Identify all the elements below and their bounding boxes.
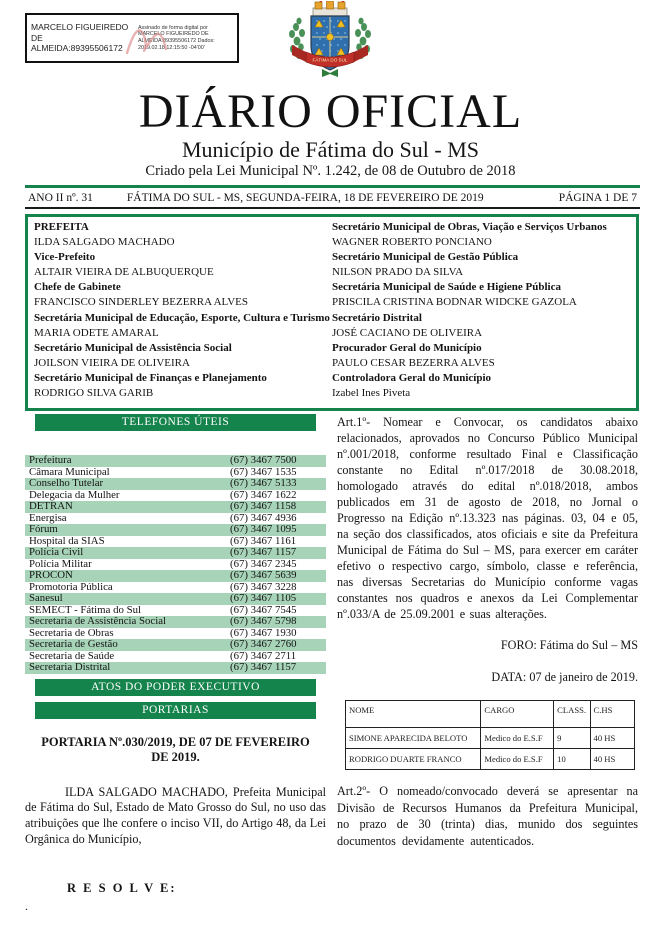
municipal-crest-icon: [286, 1, 374, 85]
official-name: RODRIGO SILVA GARIB: [34, 387, 154, 400]
dark-divider: [25, 207, 640, 209]
official-name: JOILSON VIEIRA DE OLIVEIRA: [34, 356, 190, 369]
date-line: DATA: 07 de janeiro de 2019.: [491, 670, 638, 684]
official-name: Izabel Ines Piveta: [332, 387, 411, 400]
nominee-class: 9: [554, 728, 590, 749]
gazette-subtitle: Município de Fátima do Sul - MS: [182, 137, 479, 162]
phone-label: Secretaria de Obras: [29, 626, 114, 639]
official-role: Secretária Municipal de Educação, Esporte, Cultura e Turismo: [34, 311, 330, 324]
phone-number: (67) 3467 1930: [230, 626, 297, 639]
nominee-chs: 40 HS: [590, 749, 634, 770]
official-entry: [34, 220, 332, 250]
phone-number: (67) 3467 1622: [230, 488, 297, 501]
phone-number: (67) 3467 1158: [230, 500, 297, 512]
col-header-chs: C.HS: [590, 701, 634, 728]
crest-ribbon-text: FÁTIMA DO SUL: [312, 57, 348, 63]
nominee-cargo: Medico do E.S.F: [481, 749, 554, 770]
portaria-intro: ILDA SALGADO MACHADO, Prefeita Municipal de Fátima do Sul, Estado de Mato Grosso do Sul, no uso das atribuições que lhe confere o inciso VII, do Artigo 48, da Lei Orgânica do Município,: [25, 784, 326, 846]
phone-number: (67) 3467 1161: [230, 534, 297, 547]
left-column: [25, 414, 326, 914]
phone-number: (67) 3467 1157: [230, 546, 297, 558]
official-entry: [332, 341, 630, 371]
phone-label: Secretaria de Saúde: [29, 649, 115, 662]
phone-label: Sanesul: [29, 592, 63, 604]
official-entry: [332, 220, 630, 250]
phone-label: Secretaria de Assistência Social: [29, 615, 167, 627]
phone-number: (67) 3467 1095: [230, 523, 297, 535]
phone-number: (67) 3467 3228: [230, 580, 297, 593]
nominee-chs: 40 HS: [590, 728, 634, 749]
edition-info-bar: [25, 189, 640, 206]
official-name: ILDA SALGADO MACHADO: [34, 236, 175, 249]
phone-row: [25, 478, 326, 490]
col-header-nome: NOME: [346, 701, 481, 728]
col-header-class: CLASS.: [554, 701, 590, 728]
officials-box: [25, 214, 639, 411]
official-entry: [332, 371, 630, 401]
official-name: WAGNER ROBERTO PONCIANO: [332, 236, 492, 249]
phone-label: Prefeitura: [29, 454, 72, 466]
official-role: Controladora Geral do Município: [332, 371, 491, 384]
phone-label: Secretaria Distrital: [29, 661, 111, 673]
official-name: PAULO CESAR BEZERRA ALVES: [332, 356, 495, 369]
digital-signature-box: [25, 13, 239, 63]
official-role: Secretário Distrital: [332, 311, 422, 324]
phone-label: Câmara Municipal: [29, 465, 110, 478]
phone-row: [25, 524, 326, 536]
official-role: Secretário Municipal de Assistência Social: [34, 341, 232, 354]
official-entry: [34, 250, 332, 280]
official-name: PRISCILA CRISTINA BODNAR WIDCKE GAZOLA: [332, 296, 577, 309]
officials-left-column: [34, 220, 332, 405]
official-name: NILSON PRADO DA SILVA: [332, 266, 464, 279]
phone-number: (67) 3467 1535: [230, 465, 297, 478]
nominee-name: RODRIGO DUARTE FRANCO: [346, 749, 481, 770]
phone-label: DETRAN: [29, 500, 73, 512]
phone-row: [25, 639, 326, 651]
portarias-section-header: PORTARIAS: [35, 702, 316, 719]
phone-number: (67) 3467 1157: [230, 661, 297, 673]
phone-number: (67) 3467 7545: [230, 603, 297, 616]
stray-dot: .: [25, 898, 28, 913]
right-column: [337, 414, 638, 849]
nominee-name: SIMONE APARECIDA BELOTO: [346, 728, 481, 749]
phone-label: SEMECT - Fátima do Sul: [29, 603, 141, 616]
article-1-text: Art.1º- Nomear e Convocar, os candidatos abaixo relacionados, aprovados no Concurso Público Municipal nº.001/2018, conforme resultado Final e Classificação constante no Edital nº.017/2018 de 30.08.2018, homologado através do edital nº.018/2018, ambos publicados em 31 de agosto de 2018, no Jornal o Progresso na Edição nº.13.323 nas páginas. 03, 04 e 05, na seção dos classificados, atos oficiais e site da Prefeitura Municipal de Fátima do Sul – MS, para exercer em caráter efetivo o respectivo cargo, símbolo, classe e referência, nas diversas Secretarias do Município conforme vagas constantes nos quadros e anexos da Lei Complementar nº.033/A de 25.09.2001 e suas alterações.: [337, 415, 638, 621]
phone-label: PROCON: [29, 569, 73, 581]
nominees-table: [345, 700, 635, 770]
official-role: PREFEITA: [34, 221, 89, 233]
nominee-class: 10: [554, 749, 590, 770]
phone-row: [25, 570, 326, 582]
official-role: Procurador Geral do Município: [332, 341, 482, 354]
green-divider: [25, 185, 640, 188]
phone-number: (67) 3467 2711: [230, 649, 297, 662]
phone-table: [25, 455, 326, 674]
official-role: Secretário Municipal de Obras, Viação e Serviços Urbanos: [332, 221, 607, 233]
official-name: ALTAIR VIEIRA DE ALBUQUERQUE: [34, 266, 214, 279]
crest-crown: [313, 1, 347, 16]
official-name: JOSÉ CACIANO DE OLIVEIRA: [332, 326, 483, 339]
phone-label: Promotoria Pública: [29, 580, 113, 593]
phone-label: Energisa: [29, 511, 67, 524]
atos-section-header: ATOS DO PODER EXECUTIVO: [35, 679, 316, 696]
phones-section-header: TELEFONES ÚTEIS: [35, 414, 316, 431]
officials-right-column: [332, 220, 630, 405]
signature-details: Assinado de forma digital por MARCELO FIGUEIREDO DE ALMEIDA:89395506172 Dados: 2019.02.18 12:15:50 -04'00': [137, 24, 215, 51]
official-name: MARIA ODETE AMARAL: [34, 326, 159, 339]
article-2-text: Art.2º- O nomeado/convocado deverá se apresentar na Divisão de Recursos Humanos da Prefeitura Municipal, no prazo de 30 (trinta) dias, munido dos seguintes documentos devidamente autenticados.: [337, 784, 638, 848]
official-entry: [34, 341, 332, 371]
portaria-title: PORTARIA Nº.030/2019, DE 07 DE FEVEREIRO DE 2019.: [41, 734, 310, 764]
phone-row: [25, 662, 326, 674]
phone-row: [25, 547, 326, 559]
phone-row: [25, 593, 326, 605]
nominee-row: [346, 749, 635, 770]
official-name: FRANCISCO SINDERLEY BEZERRA ALVES: [34, 296, 249, 309]
official-role: Secretária Municipal de Saúde e Higiene Pública: [332, 281, 561, 294]
resolve-label: R E S O L V E:: [67, 880, 177, 895]
official-role: Chefe de Gabinete: [34, 281, 121, 294]
phone-number: (67) 3467 5133: [230, 477, 297, 489]
page-indicator: PÁGINA 1 DE 7: [558, 191, 637, 204]
edition-number: ANO II nº. 31: [28, 191, 93, 204]
official-entry: [34, 280, 332, 310]
official-role: Secretário Municipal de Finanças e Planejamento: [34, 371, 267, 384]
phone-label: Hospital da SIAS: [29, 534, 105, 547]
official-entry: [34, 371, 332, 401]
phone-label: Secretaria de Gestão: [29, 638, 118, 650]
nominee-cargo: Medico do E.S.F: [481, 728, 554, 749]
gazette-title: DIÁRIO OFICIAL: [138, 85, 523, 138]
phone-label: Polícia Civil: [29, 546, 84, 558]
phone-label: Fórum: [29, 523, 58, 535]
official-role: Vice-Prefeito: [34, 251, 96, 264]
phone-number: (67) 3467 2760: [230, 638, 297, 650]
nominee-row: [346, 728, 635, 749]
official-role: Secretário Municipal de Gestão Pública: [332, 251, 519, 264]
phone-number: (67) 3467 2345: [230, 557, 297, 570]
phone-label: Conselho Tutelar: [29, 477, 104, 489]
gazette-creation-law: Criado pela Lei Municipal Nº. 1.242, de 08 de Outubro de 2018: [145, 163, 516, 179]
phone-label: Polícia Militar: [29, 557, 92, 570]
signature-scribble-icon: [119, 19, 175, 61]
edition-date: FÁTIMA DO SUL - MS, SEGUNDA-FEIRA, 18 DE FEVEREIRO DE 2019: [126, 191, 484, 204]
phone-number: (67) 3467 4936: [230, 511, 297, 524]
phone-number: (67) 3467 1105: [230, 592, 297, 604]
phone-row: [25, 455, 326, 467]
foro-line: FORO: Fátima do Sul – MS: [500, 638, 638, 652]
official-entry: [34, 311, 332, 341]
nominees-header-row: [346, 701, 635, 728]
phone-row: [25, 616, 326, 628]
official-entry: [332, 311, 630, 341]
phone-label: Delegacia da Mulher: [29, 488, 120, 501]
phone-number: (67) 3467 7500: [230, 454, 297, 466]
official-entry: [332, 250, 630, 280]
col-header-cargo: CARGO: [481, 701, 554, 728]
signer-name: MARCELO FIGUEIREDO DE ALMEIDA:89395506172: [31, 22, 129, 54]
official-entry: [332, 280, 630, 310]
phone-number: (67) 3467 5639: [230, 569, 297, 581]
phone-number: (67) 3467 5798: [230, 615, 297, 627]
phone-row: [25, 501, 326, 513]
